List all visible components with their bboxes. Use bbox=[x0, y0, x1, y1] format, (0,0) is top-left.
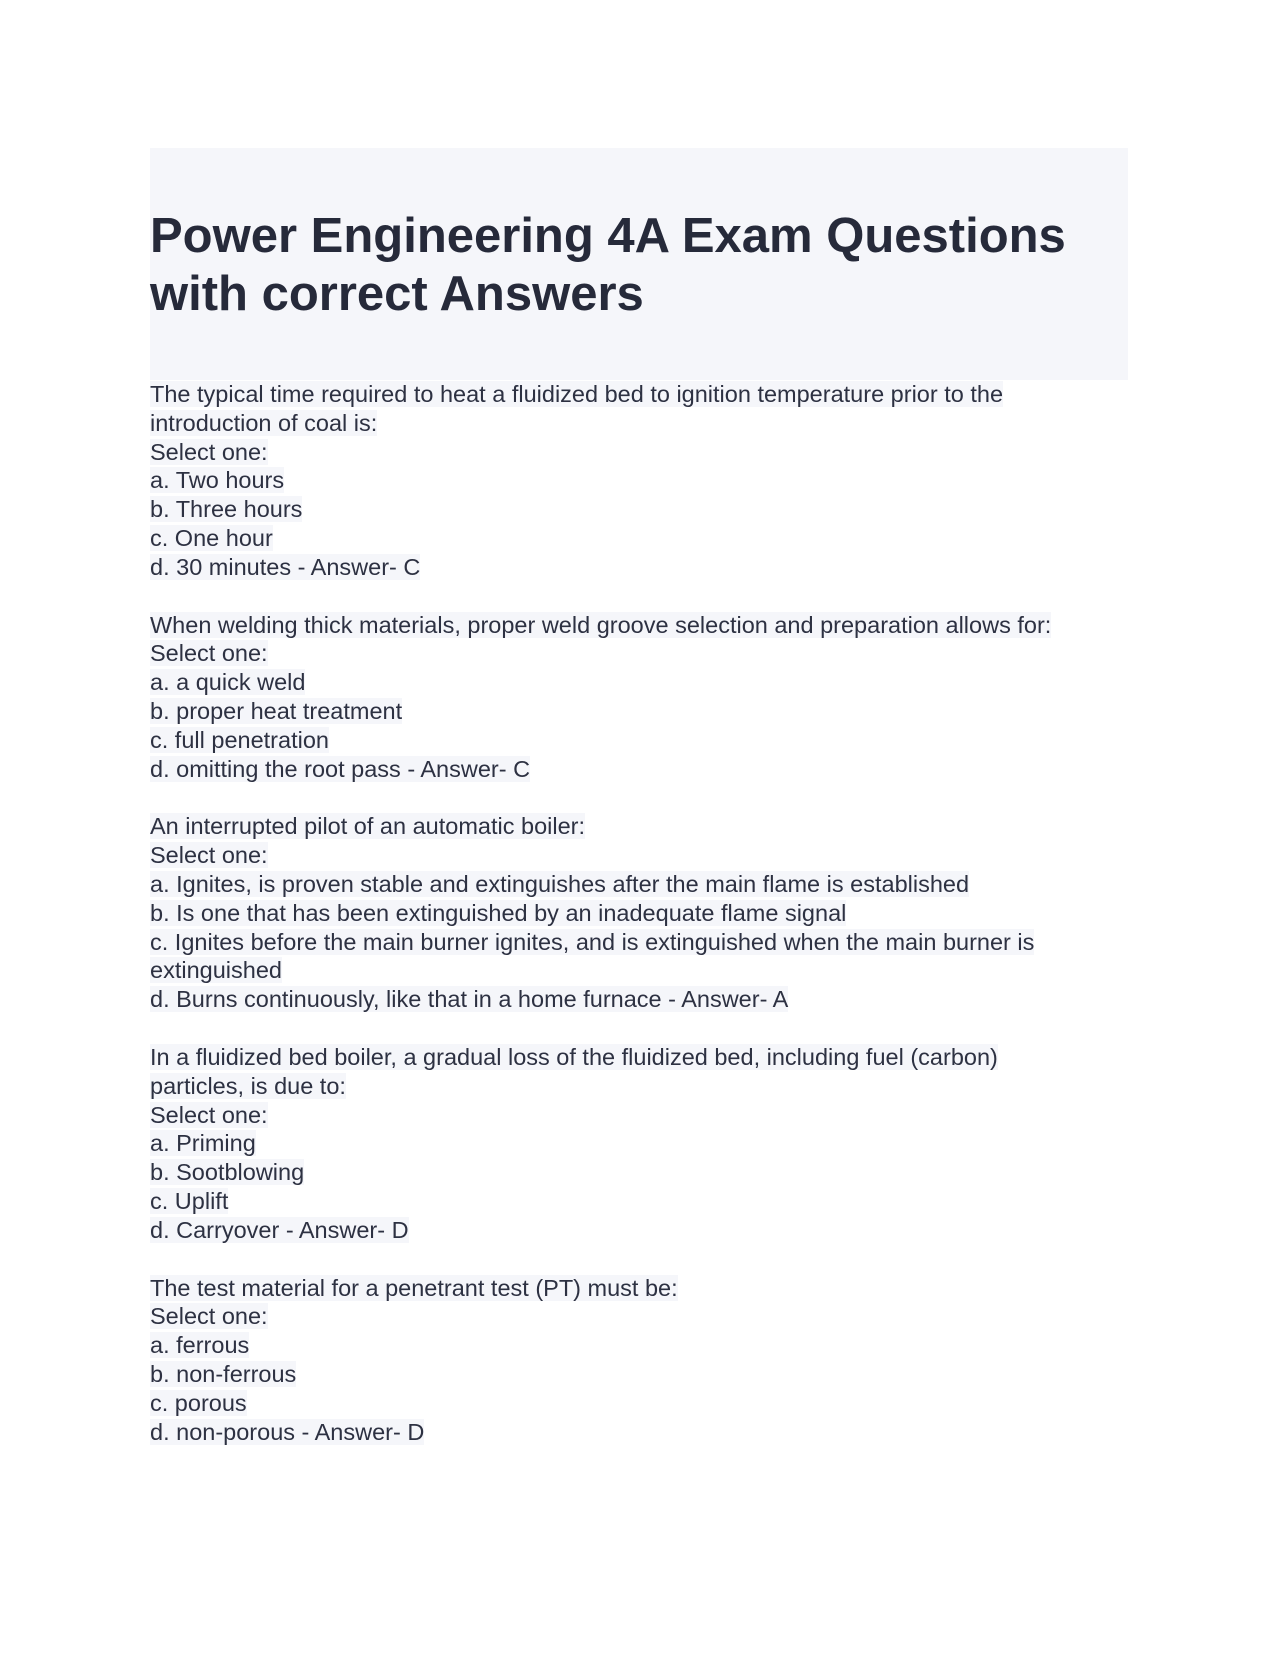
question-line bbox=[150, 812, 1128, 841]
question-line bbox=[150, 438, 1128, 467]
question-line bbox=[150, 380, 1128, 409]
question-line bbox=[150, 985, 1128, 1014]
question-line-text: a. ferrous bbox=[150, 1332, 250, 1359]
question-line-text: particles, is due to: bbox=[150, 1072, 346, 1099]
question-block bbox=[150, 380, 1128, 582]
title-line: with correct Answers bbox=[150, 267, 644, 321]
question-line-text: Select one: bbox=[150, 842, 268, 869]
question-line bbox=[150, 553, 1128, 582]
question-line-text: d. non-porous - Answer- D bbox=[150, 1418, 425, 1445]
question-line bbox=[150, 1331, 1128, 1360]
question-line-text: When welding thick materials, proper weld groove selection and preparation allows for: bbox=[150, 611, 1052, 638]
question-line-text: Select one: bbox=[150, 1101, 268, 1128]
question-line-text: b. Three hours bbox=[150, 496, 303, 523]
title-block bbox=[150, 148, 1128, 380]
question-line-text: c. Uplift bbox=[150, 1187, 229, 1214]
question-line-text: c. One hour bbox=[150, 524, 273, 551]
question-line-text: b. non-ferrous bbox=[150, 1360, 297, 1387]
question-line bbox=[150, 870, 1128, 899]
question-line-text: The test material for a penetrant test (PT) must be: bbox=[150, 1274, 678, 1301]
question-line-text: c. Ignites before the main burner ignites, and is extinguished when the main burner is bbox=[150, 928, 1035, 955]
question-line bbox=[150, 1129, 1128, 1158]
question-line bbox=[150, 697, 1128, 726]
question-line bbox=[150, 928, 1128, 957]
question-line-text: Select one: bbox=[150, 438, 268, 465]
question-line-text: An interrupted pilot of an automatic boiler: bbox=[150, 813, 586, 840]
question-list bbox=[150, 380, 1128, 1446]
document-title bbox=[150, 207, 1128, 323]
question-line bbox=[150, 1072, 1128, 1101]
question-line-text: Select one: bbox=[150, 640, 268, 667]
title-line: Power Engineering 4A Exam Questions bbox=[150, 209, 1066, 263]
question-line-text: b. Sootblowing bbox=[150, 1159, 305, 1186]
question-line bbox=[150, 1216, 1128, 1245]
question-line bbox=[150, 899, 1128, 928]
question-block bbox=[150, 812, 1128, 1014]
question-line-text: a. Ignites, is proven stable and extinguishes after the main flame is established bbox=[150, 870, 970, 897]
question-block bbox=[150, 1043, 1128, 1245]
question-block bbox=[150, 1274, 1128, 1447]
question-line-text: b. proper heat treatment bbox=[150, 697, 403, 724]
question-line bbox=[150, 495, 1128, 524]
question-line-text: Select one: bbox=[150, 1303, 268, 1330]
question-line bbox=[150, 726, 1128, 755]
question-line bbox=[150, 1360, 1128, 1389]
question-line-text: d. Burns continuously, like that in a home furnace - Answer- A bbox=[150, 986, 789, 1013]
question-line-text: a. Priming bbox=[150, 1130, 256, 1157]
question-line bbox=[150, 755, 1128, 784]
question-line bbox=[150, 668, 1128, 697]
question-line bbox=[150, 1101, 1128, 1130]
question-line-text: extinguished bbox=[150, 957, 282, 984]
question-line bbox=[150, 639, 1128, 668]
question-block bbox=[150, 611, 1128, 784]
question-line-text: d. omitting the root pass - Answer- C bbox=[150, 755, 531, 782]
question-line-text: c. porous bbox=[150, 1389, 247, 1416]
document-page bbox=[150, 148, 1128, 1475]
question-line bbox=[150, 1389, 1128, 1418]
question-line bbox=[150, 524, 1128, 553]
question-line-text: introduction of coal is: bbox=[150, 409, 378, 436]
question-line-text: b. Is one that has been extinguished by an inadequate flame signal bbox=[150, 899, 847, 926]
question-line-text: The typical time required to heat a fluidized bed to ignition temperature prior to the bbox=[150, 381, 1004, 407]
question-line bbox=[150, 466, 1128, 495]
question-line bbox=[150, 1274, 1128, 1303]
question-line bbox=[150, 841, 1128, 870]
question-line bbox=[150, 1158, 1128, 1187]
question-line bbox=[150, 1302, 1128, 1331]
question-line-text: d. Carryover - Answer- D bbox=[150, 1216, 409, 1243]
question-line bbox=[150, 409, 1128, 438]
question-line bbox=[150, 1043, 1128, 1072]
question-line bbox=[150, 611, 1128, 640]
question-line bbox=[150, 1418, 1128, 1447]
question-line-text: a. a quick weld bbox=[150, 669, 306, 696]
question-line-text: d. 30 minutes - Answer- C bbox=[150, 553, 421, 580]
question-line bbox=[150, 956, 1128, 985]
question-line-text: a. Two hours bbox=[150, 467, 285, 494]
question-line bbox=[150, 1187, 1128, 1216]
question-line-text: In a fluidized bed boiler, a gradual loss of the fluidized bed, including fuel (carbon) bbox=[150, 1043, 998, 1070]
question-line-text: c. full penetration bbox=[150, 726, 329, 753]
